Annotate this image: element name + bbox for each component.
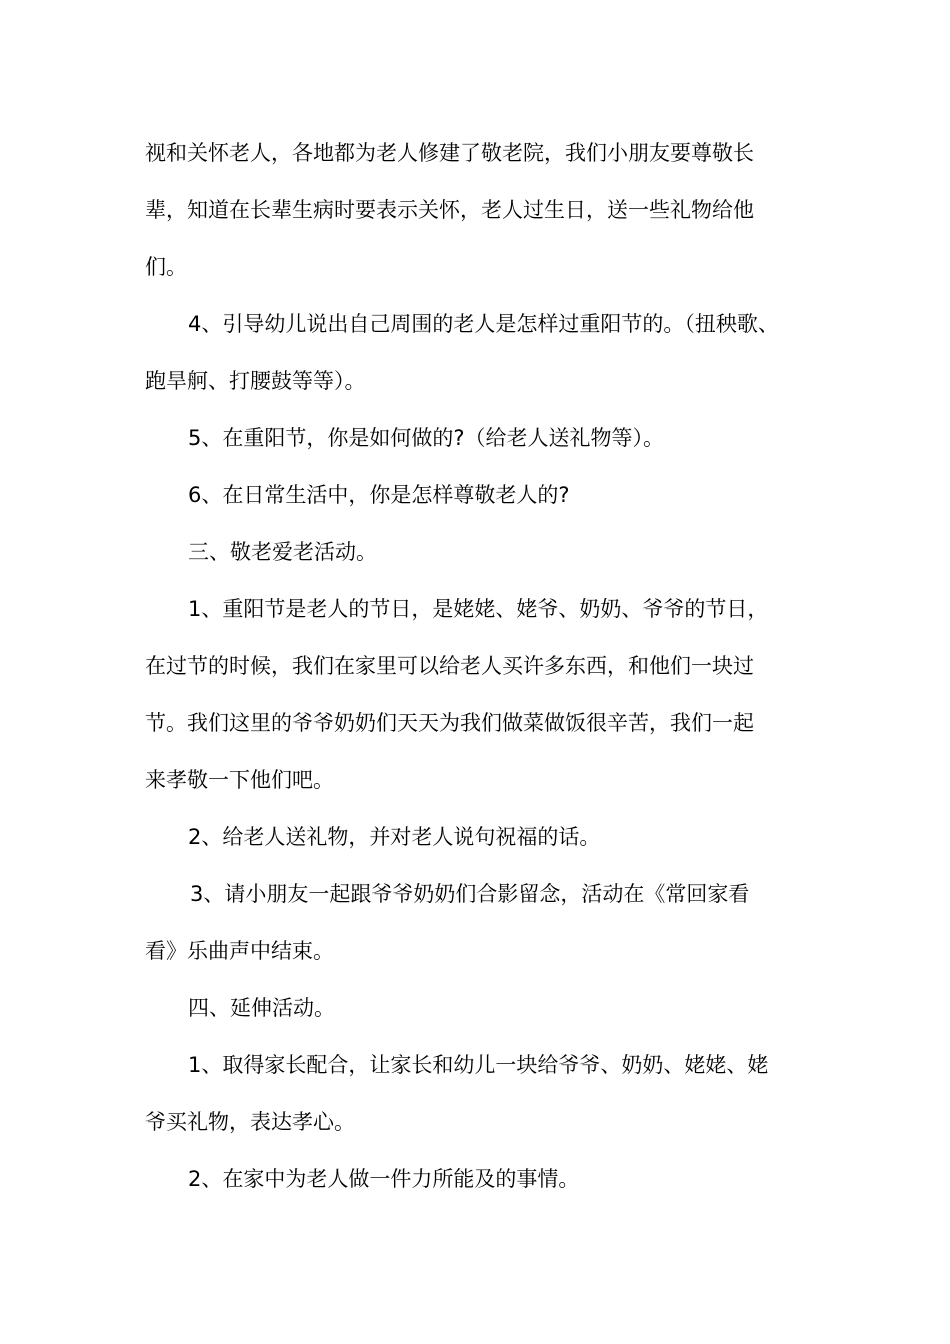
section-heading: 四、延伸活动。 — [188, 996, 335, 1020]
text-line: 看》乐曲声中结束。 — [145, 939, 334, 963]
text-line: 爷买礼物，表达孝心。 — [145, 1110, 355, 1134]
text-line: 跑旱舸、打腰鼓等等）。 — [145, 369, 366, 393]
text-line: 4、引导幼儿说出自己周围的老人是怎样过重阳节的。（扭秧歌、 — [188, 312, 779, 336]
text-line: 节。我们这里的爷爷奶奶们天天为我们做菜做饭很辛苦，我们一起 — [145, 711, 754, 735]
text-line: 们。 — [145, 255, 187, 279]
text-line: 3、请小朋友一起跟爷爷奶奶们合影留念，活动在《常回家看 — [190, 882, 750, 906]
text-line: 视和关怀老人，各地都为老人修建了敬老院，我们小朋友要尊敬长 — [145, 141, 754, 165]
text-line: 1、重阳节是老人的节日，是姥姥、姥爷、奶奶、爷爷的节日， — [188, 597, 769, 621]
text-line: 辈，知道在长辈生病时要表示关怀，老人过生日，送一些礼物给他 — [145, 198, 754, 222]
text-line: 1、取得家长配合，让家长和幼儿一块给爷爷、奶奶、姥姥、姥 — [188, 1053, 769, 1077]
text-line: 来孝敬一下他们吧。 — [145, 768, 334, 792]
text-line: 5、在重阳节，你是如何做的?（给老人送礼物等）。 — [188, 426, 665, 450]
section-heading: 三、敬老爱老活动。 — [188, 540, 377, 564]
text-line: 2、给老人送礼物，并对老人说句祝福的话。 — [188, 825, 601, 849]
text-line: 2、在家中为老人做一件力所能及的事情。 — [188, 1167, 580, 1191]
text-line: 在过节的时候，我们在家里可以给老人买许多东西，和他们一块过 — [145, 654, 754, 678]
text-line: 6、在日常生活中，你是怎样尊敬老人的? — [188, 483, 570, 507]
